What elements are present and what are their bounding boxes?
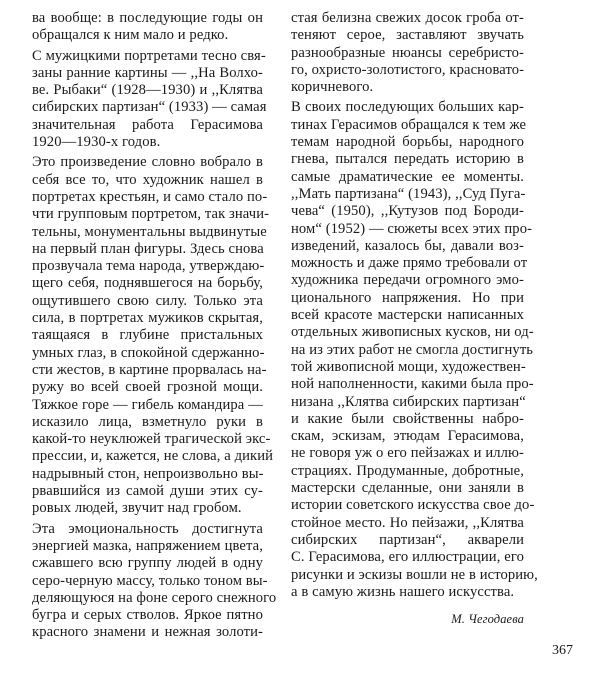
text-line: ционального напряжения. Но при [291,289,524,306]
text-line: истории советского искусства свое до- [291,497,535,514]
text-line: всей красоте мастерски написанных [291,307,524,324]
text-line: 1920—1930-х годов. [32,134,161,151]
text-line: бугра и серых стволов. Яркое пятно [32,607,263,624]
text-line: заны ранние картины — ,,На Волхо- [32,64,263,81]
paragraph [291,10,524,96]
text-line: мастерски сделанные, они заняли в [291,480,524,497]
right-column [291,10,538,628]
paragraph [32,154,274,517]
text-line: С мужицкими портретами тесно свя- [32,47,266,64]
text-line: какой-то неуклюжей трагической экс- [32,431,271,448]
text-line: портретах крестьян, и само стало по- [32,188,268,205]
text-line: гнева, пытался передать историю в [291,151,524,168]
text-line: прозвучала тема народа, утверждаю- [32,258,265,275]
text-line: обращался к ним мало и редко. [32,27,229,44]
text-line: темам народной борьбы, народного [291,134,524,151]
text-line: стая белизна свежих досок гроба от- [291,10,524,26]
text-line: а в самую жизнь нашего искусства. [291,583,515,600]
text-line: рвавшийся из самой души этих су- [32,483,263,500]
text-line: сжавшего всю группу людей в одну [32,555,263,572]
text-line: на из этих работ не смогла достигнуть [291,341,534,358]
text-line: умных глаз, в спокойной сдержанно- [32,344,265,361]
text-line: и какие были свойственны набро- [291,410,524,427]
text-line: разнообразные нюансы серебристо- [291,44,524,61]
text-line: отдельных живописных кусков, ни од- [291,324,534,341]
left-column [32,10,277,642]
text-line: тинах Герасимов обращался к тем же [291,116,527,133]
text-line: го, охристо-золотистого, красновато- [291,61,525,78]
text-line: рисунки и эскизы вошли не в историю, [291,566,538,583]
text-line: себя все то, что художник нашел в [32,171,263,188]
text-line: деляющуюся на фоне серого снежного [32,589,277,606]
text-line: можность и даже прямо требовали от [291,255,528,272]
text-line: сила, в портретах мужиков скрытая, [32,310,263,327]
text-line: сибирских партизан“ (1933) — самая [32,99,267,116]
text-line: ва вообще: в последующие годы он [32,10,263,26]
text-line: значительная работа Герасимова [32,116,263,133]
text-line: красного знамени и нежная золоти- [32,624,263,641]
paragraph [32,520,277,642]
text-line: чева“ (1950), ,,Кутузов под Бороди- [291,203,524,220]
text-line: серо-черную массу, только тоном вы- [32,572,268,589]
text-line: Тяжкое горе — гибель командира — [32,396,263,413]
text-line: ной наполненности, какими была про- [291,376,534,393]
text-line: В своих последующих больших кар- [291,99,524,116]
text-line: тельны, монументальны выдвинутые [32,223,267,240]
author-signature: М. Чегодаева [451,612,524,627]
text-line: стойное место. Но пейзажи, ,,Клятва [291,514,524,531]
paragraph [32,47,267,152]
text-line: таящаяся в глубине пристальных [32,327,263,344]
text-line: той живописной мощи, художествен- [291,358,526,375]
page-number: 367 [552,643,573,658]
text-line: не говоря уж о его пейзажах и иллю- [291,445,524,462]
text-line: энергией мазка, напряжением цвета, [32,537,263,554]
text-line: изведений, казалось бы, давали воз- [291,237,524,254]
text-line: художника передачи огромного эмо- [291,272,524,289]
text-line: страциях. Продуманные, добротные, [291,462,524,479]
paragraph [291,99,538,601]
text-line: сти жестов, в картине прорвалась на- [32,361,267,378]
text-line: щего себя, поднявшегося на борьбу, [32,275,263,292]
text-line: С. Герасимова, его иллюстрации, его [291,549,524,566]
text-line: ном“ (1952) — сюжеты всех этих про- [291,220,533,237]
text-line: сибирских партизан“, акварели [291,531,524,548]
text-line: чти групповым портретом, так значи- [32,206,270,223]
text-line: исказило лица, взметнуло руки в [32,413,263,430]
text-line: Это произведение словно вобрало в [32,154,263,171]
text-line: коричневого. [291,79,374,96]
paragraph [32,10,263,45]
text-line: скам, эскизам, этюдам Герасимова, [291,428,524,445]
text-line: прессии, и, кажется, не слова, а дикий [32,448,274,465]
text-line: на первый план фигуры. Здесь снова [32,240,264,257]
text-line: ровых людей, звучит над гробом. [32,500,242,517]
text-line: ве. Рыбаки“ (1928—1930) и ,,Клятва [32,82,263,99]
text-line: ружу во всей своей грозной мощи. [32,379,263,396]
text-line: ,,Мать партизана“ (1943), ,,Суд Пуга- [291,185,526,202]
text-line: теняют серое, заставляют звучать [291,27,524,44]
text-line: самые драматические ее моменты. [291,168,524,185]
text-line: надрывный стон, непроизвольно вы- [32,465,264,482]
text-line: ощутившего свою силу. Только эта [32,292,263,309]
text-line: низана ,,Клятва сибирских партизан“ [291,393,526,410]
text-line: Эта эмоциональность достигнута [32,520,263,537]
